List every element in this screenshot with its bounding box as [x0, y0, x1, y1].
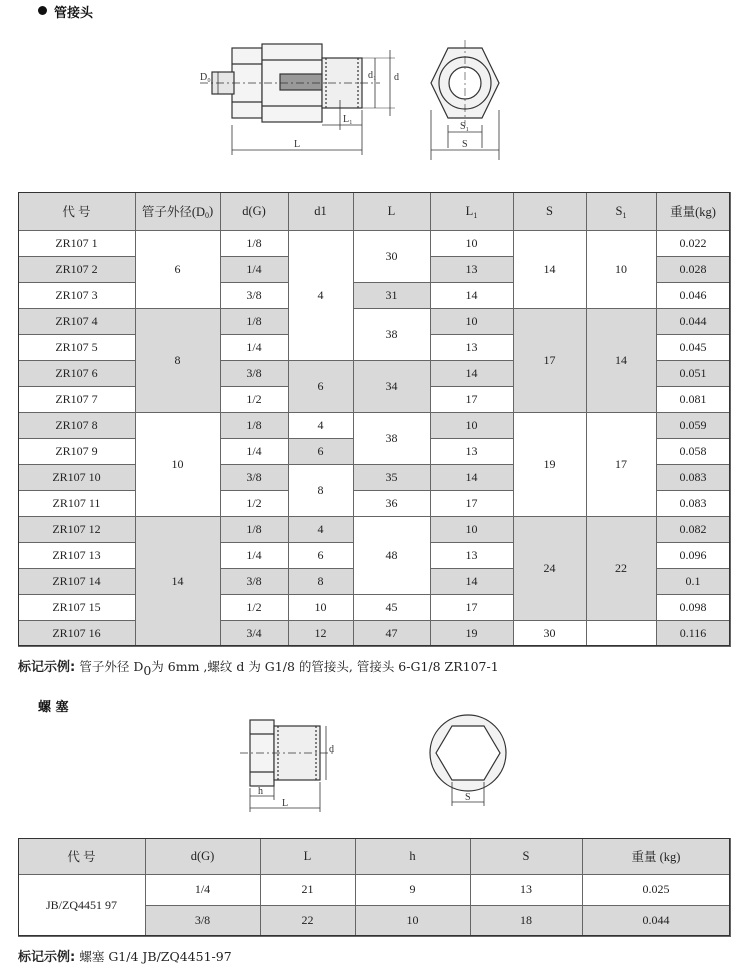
table-cell-weight: 0.051 — [657, 361, 730, 386]
table-cell-dg: 1/8 — [221, 413, 288, 438]
table-row-code: ZR107 16 — [19, 621, 135, 646]
table-row-code: ZR107 11 — [19, 491, 135, 516]
table-cell-d1: 4 — [289, 517, 353, 542]
table-cell-L: 38 — [354, 309, 430, 360]
header-S1-sub: 1 — [622, 210, 627, 220]
table-cell-dg: 1/4 — [221, 543, 288, 568]
fig2-label-S: S — [465, 792, 471, 803]
fig1-label-S: S — [462, 139, 468, 150]
table2-header-code: 代 号 — [19, 839, 145, 874]
table-cell-L1: 10 — [431, 309, 513, 334]
table2-cell: 3/8 — [146, 906, 260, 936]
table-row-code: ZR107 15 — [19, 595, 135, 620]
table-row-code: ZR107 3 — [19, 283, 135, 308]
table-cell-weight: 0.083 — [657, 465, 730, 490]
table2-header-thread-dg: d(G) — [146, 839, 260, 874]
table-cell-D0: 8 — [136, 309, 220, 412]
table2-cell: 1/4 — [146, 875, 260, 905]
table-row-code: ZR107 5 — [19, 335, 135, 360]
header-S-text: S — [546, 203, 553, 218]
table-cell-S1: 10 — [587, 231, 656, 308]
table-cell-L: 48 — [354, 517, 430, 594]
table-cell-d1: 6 — [289, 439, 353, 464]
table-cell-dg: 1/8 — [221, 231, 288, 256]
table-cell-weight: 0.1 — [657, 569, 730, 594]
table-cell-dg: 1/2 — [221, 387, 288, 412]
note1-text1: 管子外径 D — [79, 659, 144, 674]
table-cell-D0: 6 — [136, 231, 220, 308]
table-cell-L: 31 — [354, 283, 430, 308]
table2-cell: 18 — [471, 906, 582, 936]
table-row-code: ZR107 2 — [19, 257, 135, 282]
table-cell-d1: 8 — [289, 569, 353, 594]
table-row-code: ZR107 10 — [19, 465, 135, 490]
fig1-label-L1: L₁ — [343, 114, 353, 125]
table-cell-S: 14 — [514, 231, 586, 308]
table-cell-weight: 0.045 — [657, 335, 730, 360]
table-cell-dg: 3/8 — [221, 283, 288, 308]
table2-cell: 13 — [471, 875, 582, 905]
note1-sub: 0 — [143, 663, 152, 678]
table-cell-L1: 17 — [431, 387, 513, 412]
table-cell-L1: 17 — [431, 595, 513, 620]
table2-header-S: S — [471, 839, 582, 874]
fig2-label-L: L — [282, 798, 289, 809]
header-d1-text: d1 — [314, 203, 327, 218]
note2-label: 标记示例: — [18, 950, 76, 965]
section-title-pipe-joint: 管接头 — [54, 6, 94, 21]
table-cell-weight: 0.059 — [657, 413, 730, 438]
note2-text: 螺塞 G1/4 JB/ZQ4451-97 — [79, 949, 232, 964]
section-title-plug: 螺 塞 — [38, 700, 69, 715]
table-cell-L1: 13 — [431, 257, 513, 282]
table2-header-length-L: L — [261, 839, 355, 874]
table-row-code: ZR107 12 — [19, 517, 135, 542]
table-cell-L: 38 — [354, 413, 430, 464]
table-cell-d1: 6 — [289, 361, 353, 412]
fig2-label-d: d — [329, 744, 334, 755]
plug-table-frame — [18, 838, 730, 936]
table-cell-weight: 0.081 — [657, 387, 730, 412]
table-cell-S: 30 — [514, 621, 586, 646]
table-cell-L1: 13 — [431, 439, 513, 464]
table-row-code: ZR107 8 — [19, 413, 135, 438]
table-cell-S: 24 — [514, 517, 586, 620]
table-cell-S1: 17 — [587, 413, 656, 516]
header-length-L-text: L — [387, 203, 396, 218]
table-cell-d1: 12 — [289, 621, 353, 646]
table-cell-L1: 14 — [431, 465, 513, 490]
table-cell-L1: 10 — [431, 517, 513, 542]
table-cell-L: 47 — [354, 621, 430, 646]
table2-cell: 21 — [261, 875, 355, 905]
table-cell-L1: 14 — [431, 283, 513, 308]
table-row-code: ZR107 14 — [19, 569, 135, 594]
table-cell-L1: 14 — [431, 569, 513, 594]
table-cell-L1: 10 — [431, 413, 513, 438]
fig1-label-L: L — [294, 139, 301, 150]
table-cell-weight: 0.046 — [657, 283, 730, 308]
table2-header-weight: 重量 (kg) — [583, 839, 730, 874]
table-cell-dg: 1/4 — [221, 335, 288, 360]
table-cell-d1: 10 — [289, 595, 353, 620]
table-cell-L: 35 — [354, 465, 430, 490]
header-L1-sub: 1 — [473, 210, 478, 220]
table-cell-L: 30 — [354, 231, 430, 282]
table2-cell: 0.025 — [583, 875, 730, 905]
table-cell-L1: 17 — [431, 491, 513, 516]
table2-cell: 9 — [356, 875, 470, 905]
table2-cell-code: JB/ZQ4451 97 — [19, 875, 145, 936]
table-cell-d1: 8 — [289, 465, 353, 516]
table-cell-dg: 1/8 — [221, 309, 288, 334]
plug-drawing — [230, 712, 530, 822]
table-cell-L1: 19 — [431, 621, 513, 646]
table-cell-weight: 0.028 — [657, 257, 730, 282]
table-row-code: ZR107 1 — [19, 231, 135, 256]
table-cell-weight: 0.083 — [657, 491, 730, 516]
table-cell-dg: 3/8 — [221, 465, 288, 490]
header-pipe-od-sub: 0 — [205, 210, 210, 220]
table-cell-dg: 1/2 — [221, 491, 288, 516]
table-cell-S: 19 — [514, 413, 586, 516]
table-cell-weight: 0.116 — [657, 621, 730, 646]
table-cell-weight: 0.058 — [657, 439, 730, 464]
fig2-label-h: h — [258, 786, 263, 797]
table-cell-weight: 0.044 — [657, 309, 730, 334]
fig1-label-d1: d₁ — [368, 70, 377, 81]
table-row-code: ZR107 7 — [19, 387, 135, 412]
table-cell-dg: 1/2 — [221, 595, 288, 620]
table-cell-dg: 1/4 — [221, 257, 288, 282]
table-cell-d1: 4 — [289, 231, 353, 360]
table-cell-dg: 1/8 — [221, 517, 288, 542]
table2-cell: 0.044 — [583, 906, 730, 936]
header-thread-dg-text: d(G) — [242, 203, 266, 218]
header-pipe-od-text: 管子外径(D — [141, 205, 206, 219]
table-cell-dg: 3/4 — [221, 621, 288, 646]
fig1-label-S1: S₁ — [460, 121, 470, 132]
table-cell-dg: 3/8 — [221, 361, 288, 386]
fig1-label-Do: D₀ — [200, 72, 211, 83]
header-pipe-od-tail: ) — [209, 203, 214, 218]
table2-cell: 10 — [356, 906, 470, 936]
note1-text2: 为 6mm ,螺纹 d 为 G1/8 的管接头, 管接头 6-G1/8 ZR107-1 — [151, 659, 499, 674]
header-code-text: 代 号 — [62, 205, 91, 219]
table-cell-weight: 0.096 — [657, 543, 730, 568]
table-row-code: ZR107 4 — [19, 309, 135, 334]
table-cell-S1: 22 — [587, 517, 656, 620]
table-cell-L: 45 — [354, 595, 430, 620]
header-S1-text: S — [615, 203, 623, 218]
table-cell-weight: 0.098 — [657, 595, 730, 620]
table-cell-S: 17 — [514, 309, 586, 412]
note-plug — [18, 946, 232, 965]
table-cell-S1: 14 — [587, 309, 656, 412]
bullet-icon — [38, 6, 47, 15]
table-cell-D0: 14 — [136, 517, 220, 646]
table-cell-L1: 13 — [431, 335, 513, 360]
note-pipe-joint — [18, 656, 499, 678]
table-cell-L1: 14 — [431, 361, 513, 386]
table-cell-L1: 13 — [431, 543, 513, 568]
table-cell-dg: 1/4 — [221, 439, 288, 464]
table-cell-L: 36 — [354, 491, 430, 516]
table-cell-L: 34 — [354, 361, 430, 412]
table-cell-dg: 3/8 — [221, 569, 288, 594]
table-row-code: ZR107 9 — [19, 439, 135, 464]
table-cell-d1: 4 — [289, 413, 353, 438]
table2-cell: 22 — [261, 906, 355, 936]
table2-header-h: h — [356, 839, 470, 874]
table-cell-weight: 0.022 — [657, 231, 730, 256]
pipe-joint-table-frame — [18, 192, 730, 646]
pipe-joint-drawing — [190, 30, 530, 170]
table-cell-L1: 10 — [431, 231, 513, 256]
fig1-label-d: d — [394, 72, 399, 83]
note1-label: 标记示例: — [18, 660, 76, 675]
table-cell-D0: 10 — [136, 413, 220, 516]
table-cell-d1: 6 — [289, 543, 353, 568]
header-weight-text: 重量(kg) — [670, 205, 716, 219]
header-L1-text: L — [465, 203, 474, 218]
table-row-code: ZR107 13 — [19, 543, 135, 568]
table-cell-weight: 0.082 — [657, 517, 730, 542]
table-row-code: ZR107 6 — [19, 361, 135, 386]
